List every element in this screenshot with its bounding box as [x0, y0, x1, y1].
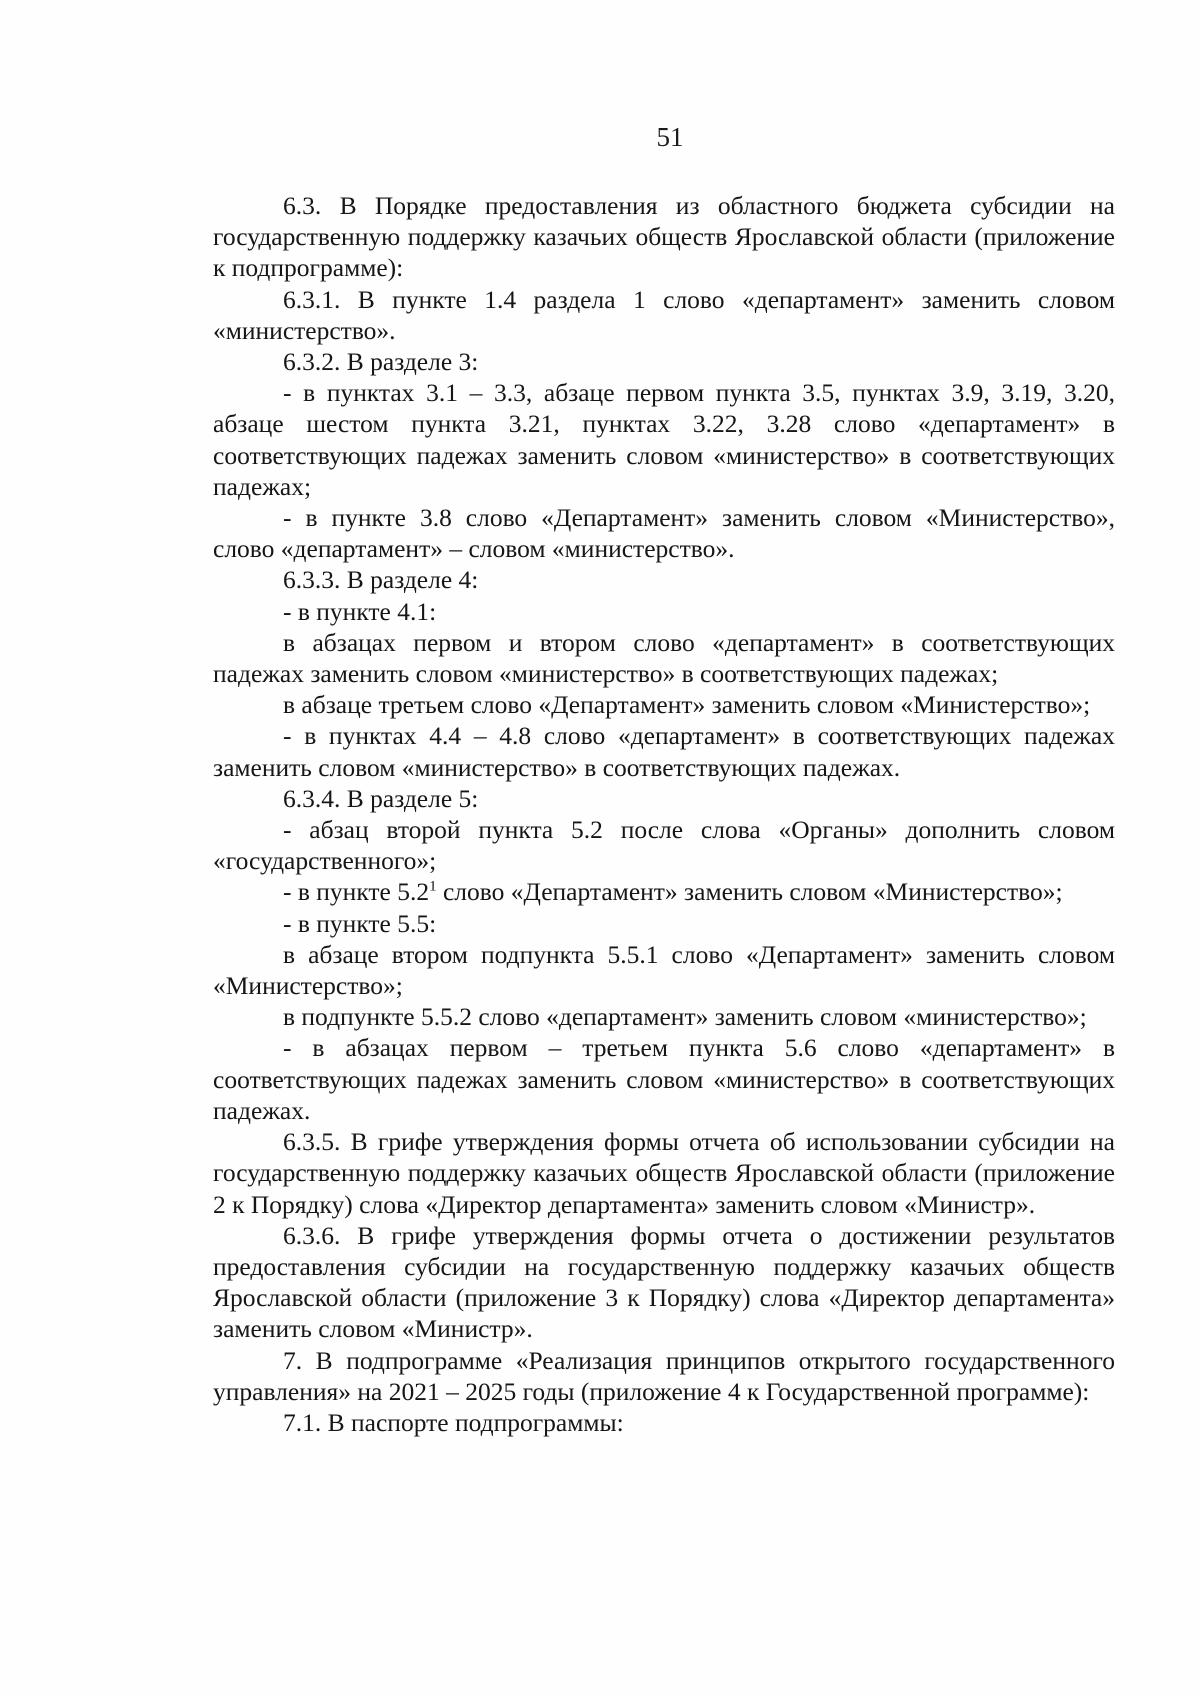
- list-item: - в пункте 3.8 слово «Департамент» заменить словом «Министерство», слово «департамент» – словом «министерство».: [213, 503, 1115, 564]
- paragraph-6-3-1: 6.3.1. В пункте 1.4 раздела 1 слово «департамент» заменить словом «министерство».: [213, 284, 1115, 345]
- paragraph-6-3-6: 6.3.6. В грифе утверждения формы отчета о достижении результатов предоставления субсидии на государственную поддержку казачьих обществ Ярославской области (приложение 3 к Порядку) слова «Директор департамента» заменить словом «Министр».: [213, 1220, 1115, 1344]
- list-item: - в пункте 5.5:: [283, 908, 437, 938]
- list-item: - в абзацах первом – третьем пункта 5.6 слово «департамент» в соответствующих падежах заменить словом «министерство» в соответствующих падежах.: [213, 1033, 1115, 1125]
- list-item: в абзаце втором подпункта 5.5.1 слово «Департамент» заменить словом «Министерство»;: [213, 939, 1115, 1001]
- paragraph-6-3-4: 6.3.4. В разделе 5:: [283, 783, 479, 813]
- paragraph-7-1: 7.1. В паспорте подпрограммы:: [283, 1407, 624, 1437]
- paragraph-6-3-2: 6.3.2. В разделе 3:: [283, 347, 479, 377]
- document-body: [213, 190, 1115, 1438]
- text-fragment: слово «Департамент» заменить словом «Министерство»;: [436, 877, 1063, 907]
- text-fragment: - в пункте 5.2: [283, 877, 430, 907]
- list-item: - в пунктах 4.4 – 4.8 слово «департамент» в соответствующих падежах заменить словом «министерство» в соответствующих падежах.: [213, 721, 1115, 782]
- list-item: [213, 876, 1115, 907]
- list-item: в абзацах первом и втором слово «департамент» в соответствующих падежах заменить словом «министерство» в соответствующих падежах;: [213, 627, 1115, 689]
- list-item: в подпункте 5.5.2 слово «департамент» заменить словом «министерство»;: [283, 1002, 1087, 1032]
- paragraph-7: 7. В подпрограмме «Реализация принципов открытого государственного управления» на 2021 – 2025 годы (приложение 4 к Государственной программе):: [213, 1345, 1115, 1406]
- paragraph-6-3-5: 6.3.5. В грифе утверждения формы отчета об использовании субсидии на государственную поддержку казачьих обществ Ярославской области (приложение 2 к Порядку) слова «Директор департамента» заменить словом «Министр».: [213, 1127, 1115, 1219]
- list-item: - в пунктах 3.1 – 3.3, абзаце первом пункта 3.5, пунктах 3.9, 3.19, 3.20, абзаце шестом пункта 3.21, пунктах 3.22, 3.28 слово «департамент» в соответствующих падежах заменить словом «министерство» в соответствующих падежах;: [213, 378, 1115, 501]
- superscript: 1: [429, 878, 437, 895]
- list-item: - абзац второй пункта 5.2 после слова «Органы» дополнить словом «государственного»;: [213, 815, 1115, 876]
- paragraph-6-3: 6.3. В Порядке предоставления из областного бюджета субсидии на государственную поддержку казачьих обществ Ярославской области (приложение к подпрограмме):: [213, 191, 1115, 283]
- paragraph-6-3-3: 6.3.3. В разделе 4:: [283, 565, 479, 595]
- list-item: в абзаце третьем слово «Департамент» заменить словом «Министерство»;: [283, 690, 1091, 720]
- page-number: 51: [656, 122, 684, 152]
- list-item: - в пункте 4.1:: [283, 596, 437, 626]
